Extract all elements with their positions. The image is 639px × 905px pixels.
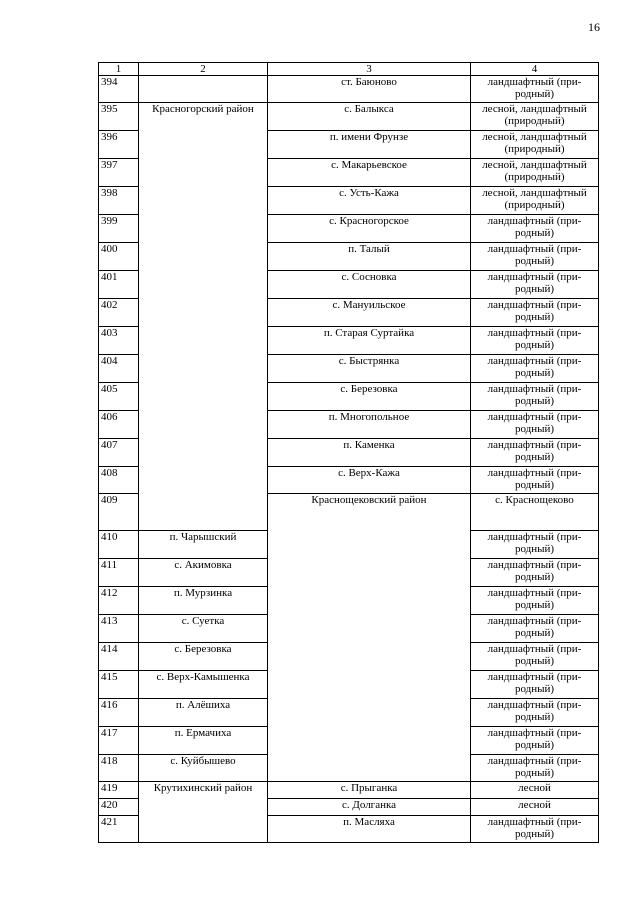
settlement-name: п. имени Фрунзе — [268, 131, 471, 159]
settlement-name: с. Верх-Кажа — [268, 467, 471, 494]
zone-type: ландшафтный (при-родный) — [471, 727, 599, 755]
settlement-name: с. Краснощеково — [471, 494, 599, 531]
district-cell: Крутихинский район — [139, 782, 268, 843]
zone-type: лесной, ландшафтный (природный) — [471, 131, 599, 159]
zone-type: ландшафтный (при-родный) — [471, 467, 599, 494]
zone-type: ландшафтный (при-родный) — [471, 271, 599, 299]
zone-type: ландшафтный (при-родный) — [471, 215, 599, 243]
zone-type: ландшафтный (при-родный) — [471, 587, 599, 615]
row-number: 398 — [99, 187, 139, 215]
settlement-name: с. Макарьевское — [268, 159, 471, 187]
settlement-name: п. Старая Суртайка — [268, 327, 471, 355]
settlement-name: с. Акимовка — [139, 559, 268, 587]
settlement-name: с. Суетка — [139, 615, 268, 643]
table-row — [99, 782, 599, 799]
zone-type: ландшафтный (при-родный) — [471, 643, 599, 671]
zone-type: ландшафтный (при-родный) — [471, 383, 599, 411]
table-body — [99, 76, 599, 843]
settlement-name: с. Сосновка — [268, 271, 471, 299]
row-number: 412 — [99, 587, 139, 615]
row-number: 402 — [99, 299, 139, 327]
row-number: 421 — [99, 816, 139, 843]
zone-type: ландшафтный (при-родный) — [471, 531, 599, 559]
row-number: 406 — [99, 411, 139, 439]
zone-type: лесной — [471, 782, 599, 799]
row-number: 417 — [99, 727, 139, 755]
row-number: 401 — [99, 271, 139, 299]
settlement-name: п. Масляха — [268, 816, 471, 843]
row-number: 403 — [99, 327, 139, 355]
zone-type: ландшафтный (при-родный) — [471, 439, 599, 467]
zone-type: лесной, ландшафтный (природный) — [471, 159, 599, 187]
settlement-table — [98, 62, 599, 843]
row-number: 410 — [99, 531, 139, 559]
row-number: 419 — [99, 782, 139, 799]
settlement-name: п. Многопольное — [268, 411, 471, 439]
row-number: 407 — [99, 439, 139, 467]
settlement-name: с. Куйбышево — [139, 755, 268, 782]
row-number: 396 — [99, 131, 139, 159]
row-number: 399 — [99, 215, 139, 243]
zone-type: лесной, ландшафтный (природный) — [471, 103, 599, 131]
zone-type: ландшафтный (при-родный) — [471, 816, 599, 843]
row-number: 411 — [99, 559, 139, 587]
settlement-name: п. Ермачиха — [139, 727, 268, 755]
row-number: 405 — [99, 383, 139, 411]
settlement-name: п. Каменка — [268, 439, 471, 467]
settlement-name: с. Быстрянка — [268, 355, 471, 383]
settlement-name: п. Алёшиха — [139, 699, 268, 727]
row-number: 400 — [99, 243, 139, 271]
column-header-4: 4 — [471, 63, 599, 76]
settlement-name: с. Долганка — [268, 799, 471, 816]
row-number: 416 — [99, 699, 139, 727]
district-cell: Краснощековский район — [268, 494, 471, 782]
zone-type: ландшафтный (при-родный) — [471, 755, 599, 782]
zone-type: лесной, ландшафтный (природный) — [471, 187, 599, 215]
settlement-name: с. Мануильское — [268, 299, 471, 327]
row-number: 413 — [99, 615, 139, 643]
zone-type: ландшафтный (при-родный) — [471, 76, 599, 103]
table-row — [99, 76, 599, 103]
row-number: 394 — [99, 76, 139, 103]
settlement-name: ст. Баюново — [268, 76, 471, 103]
settlement-name: п. Мурзинка — [139, 587, 268, 615]
settlement-name: с. Красногорское — [268, 215, 471, 243]
settlement-name: с. Березовка — [268, 383, 471, 411]
zone-type: ландшафтный (при-родный) — [471, 355, 599, 383]
settlement-name: с. Балыкса — [268, 103, 471, 131]
district-cell: Красногорский район — [139, 103, 268, 531]
zone-type: лесной — [471, 799, 599, 816]
zone-type: ландшафтный (при-родный) — [471, 243, 599, 271]
table-header-row — [99, 63, 599, 76]
row-number: 409 — [99, 494, 139, 531]
zone-type: ландшафтный (при-родный) — [471, 411, 599, 439]
zone-type: ландшафтный (при-родный) — [471, 299, 599, 327]
zone-type: ландшафтный (при-родный) — [471, 671, 599, 699]
settlement-name: с. Усть-Кажа — [268, 187, 471, 215]
zone-type: ландшафтный (при-родный) — [471, 327, 599, 355]
row-number: 414 — [99, 643, 139, 671]
table-row — [99, 103, 599, 131]
zone-type: ландшафтный (при-родный) — [471, 615, 599, 643]
settlement-name: с. Верх-Камышенка — [139, 671, 268, 699]
district-cell — [139, 76, 268, 103]
row-number: 404 — [99, 355, 139, 383]
column-header-1: 1 — [99, 63, 139, 76]
row-number: 418 — [99, 755, 139, 782]
row-number: 420 — [99, 799, 139, 816]
row-number: 408 — [99, 467, 139, 494]
settlement-name: с. Березовка — [139, 643, 268, 671]
settlement-name: с. Прыганка — [268, 782, 471, 799]
row-number: 397 — [99, 159, 139, 187]
row-number: 395 — [99, 103, 139, 131]
settlement-name: п. Чарышский — [139, 531, 268, 559]
zone-type: ландшафтный (при-родный) — [471, 559, 599, 587]
column-header-3: 3 — [268, 63, 471, 76]
settlement-name: п. Талый — [268, 243, 471, 271]
page-number: 16 — [588, 20, 600, 34]
row-number: 415 — [99, 671, 139, 699]
column-header-2: 2 — [139, 63, 268, 76]
zone-type: ландшафтный (при-родный) — [471, 699, 599, 727]
